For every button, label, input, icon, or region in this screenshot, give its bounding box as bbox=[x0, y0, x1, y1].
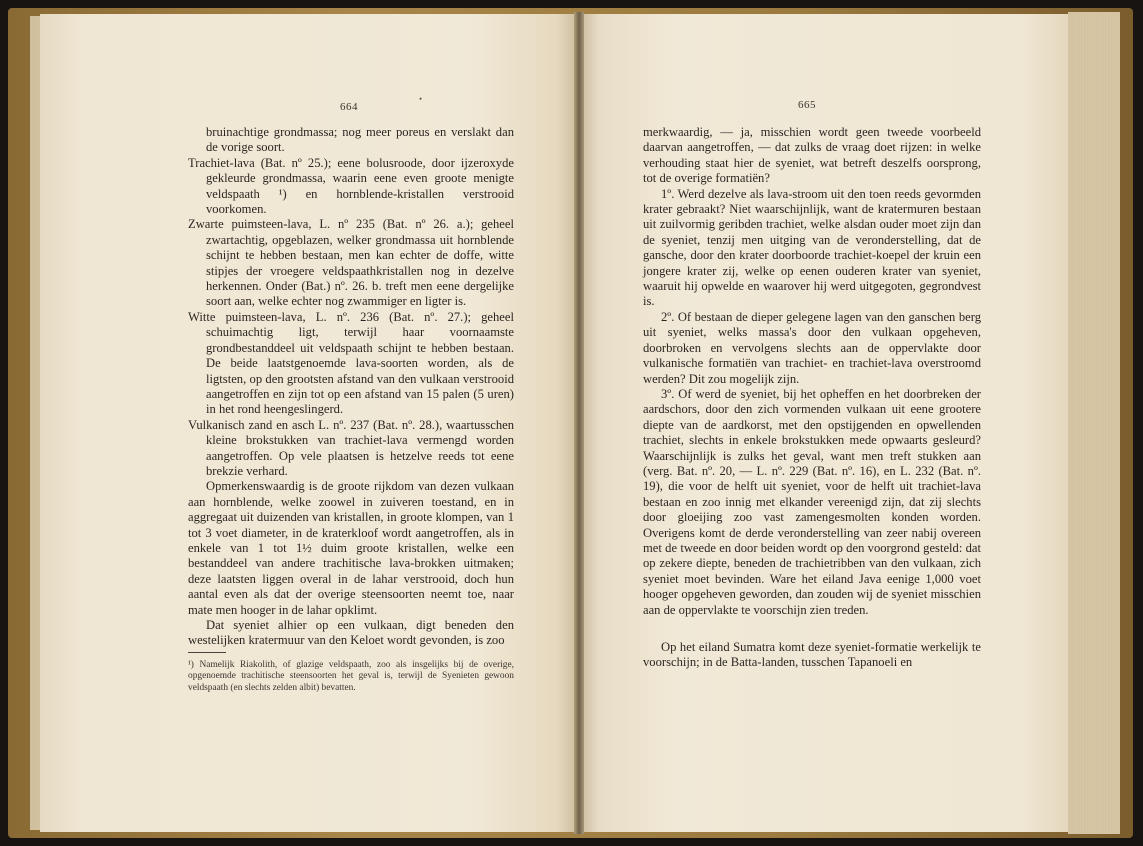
paragraph: 2º. Of bestaan de dieper gelegene lagen van den ganschen berg uit syeniet, welks massa's door den vulkaan opgeheven, doorbroken en vervolgens slechts aan de oppervlakte door vulkanische formatiën van trachiet- en trachiet-lava overstroomd werden? Dit zou mogelijk zijn. bbox=[643, 309, 981, 386]
paragraph: bruinachtige grondmassa; nog meer poreus en verslakt dan de vorige soort. bbox=[206, 125, 514, 155]
footnote-rule bbox=[188, 652, 226, 653]
right-page-number: 665 bbox=[798, 99, 816, 111]
paragraph: Opmerkenswaardig is de groote rijkdom van dezen vulkaan aan hornblende, welke zoowel in zuiveren toestand, en in aggregaat uit duizenden van kristallen, in groote klompen, van 1 tot 3 voet diameter, in de kraterkloof wordt aangetroffen, als in enkele van 1 tot 1½ duim groote kristallen, welke een bestanddeel van andere trachitische lava-brokken uitmaken; deze laatsten liggen overal in de lahar verstrooid, doch hun aantal even als dat der overige steensoorten neemt toe, naar mate men hooger in de lahar opklimt. bbox=[188, 479, 514, 617]
right-page-edges bbox=[1068, 12, 1120, 834]
left-page-number: 664 bbox=[340, 101, 358, 113]
paragraph: Dat syeniet alhier op een vulkaan, digt beneden den westelijken kratermuur van den Keloet wordt gevonden, is zoo bbox=[188, 618, 514, 648]
footnote: ¹) Namelijk Riakolith, of glazige veldspaath, zoo als insgelijks bij de overige, opgenoemde trachitische steensoorten het geval is, terwijl de Syenieten gewoon veldspaath (en slechts zelden albit) bevatten. bbox=[188, 660, 514, 693]
left-page-text bbox=[188, 125, 514, 649]
paragraph: 3º. Of werd de syeniet, bij het opheffen en het doorbreken der aardschors, door den zich vormenden vulkaan uit eene grootere diepte van de aardkorst, met den opstijgenden en opwellenden trachiet, slechts in enkele brokstukken mede opwaarts gesleurd? Waarschijnlijk is zulks het geval, want men treft stukken aan (verg. Bat. nº. 20, — L. nº. 229 (Bat. nº. 16), en L. 232 (Bat. nº. 19), die voor de helft uit syeniet, voor de helft uit trachiet-lava bestaan en zoo innig met elkander vereenigd zijn, dat zij slechts door gloeijing zoo vast zamengesmolten konden worden. Overigens komt de derde veronderstelling van zeer nabij overeen met de tweede en door beiden wordt op den voorgrond gesteld: dat op zekere diepte, beneden de trachietribben van den vulkaan, zich syeniet moet bevinden. Ware het eiland Java eenige 1,000 voet hooger opgeheven geworden, dan zouden wij de syeniet misschien aan de oppervlakte te voorschijn zien treden. bbox=[643, 386, 981, 617]
paragraph: Vulkanisch zand en asch L. nº. 237 (Bat. nº. 28.), waartusschen kleine brokstukken van trachiet-lava vermengd worden aangetroffen. Op vele plaatsen is hetzelve reeds tot eene brekzie verhard. bbox=[188, 417, 514, 478]
paragraph: Witte puimsteen-lava, L. nº. 236 (Bat. nº. 27.); geheel schuimachtig ligt, terwijl haar voornaamste grondbestanddeel uit veldspaath schijnt te hebben bestaan. De beide laatstgenoemde lava-soorten worden, als de ligtsten, op den grootsten afstand van den vulkaan verstrooid aangetroffen en zijn tot op een afstand van 15 palen (5 uren) in het rond heengeslingerd. bbox=[188, 309, 514, 417]
book-gutter bbox=[574, 12, 584, 834]
paragraph: 1º. Werd dezelve als lava-stroom uit den toen reeds gevormden krater gebraakt? Niet waarschijnlijk, want de kratermuren bestaan uit zuilvormig geribden trachiet, welke alsdan ouder moet zijn dan de syeniet, tenzij men uitging van de veronderstelling, dat de gansche, door den krater doorboorde trachiet-koepel der kruin een jongere krater zij, welke op eenen ouderen krater van syeniet, waaruit hij opwelde en waarover hij werd uitgegoten, gegrondvest is. bbox=[643, 186, 981, 309]
right-page-text bbox=[643, 125, 981, 671]
paragraph: merkwaardig, — ja, misschien wordt geen tweede voorbeeld daarvan aangetroffen, — dat zulks de vraag doet rijzen: in welke verhouding staat hier de syeniet, wat betreft deszelfs oorsprong, tot de overige formatiën? bbox=[643, 125, 981, 186]
paragraph: Zwarte puimsteen-lava, L. nº 235 (Bat. nº 26. a.); geheel zwartachtig, opgeblazen, welker grondmassa uit hornblende schijnt te hebben bestaan, men kan echter de doffe, witte stipjes der vroegere veldspaathkristallen nog in dezelve herkennen. Onder (Bat.) nº. 26. b. treft men eene dergelijke soort aan, welke echter nog zwammiger en ligter is. bbox=[188, 217, 514, 309]
paragraph: Trachiet-lava (Bat. nº 25.); eene bolusroode, door ijzeroxyde gekleurde grondmassa, waarin eene even groote menigte veldspaath ¹) en hornblende-kristallen verstrooid voorkomen. bbox=[188, 155, 514, 217]
ink-speck: • bbox=[419, 94, 423, 104]
paragraph-gap bbox=[643, 618, 981, 640]
paragraph: Op het eiland Sumatra komt deze syeniet-formatie werkelijk te voorschijn; in de Batta-landen, tusschen Tapanoeli en bbox=[643, 640, 981, 670]
